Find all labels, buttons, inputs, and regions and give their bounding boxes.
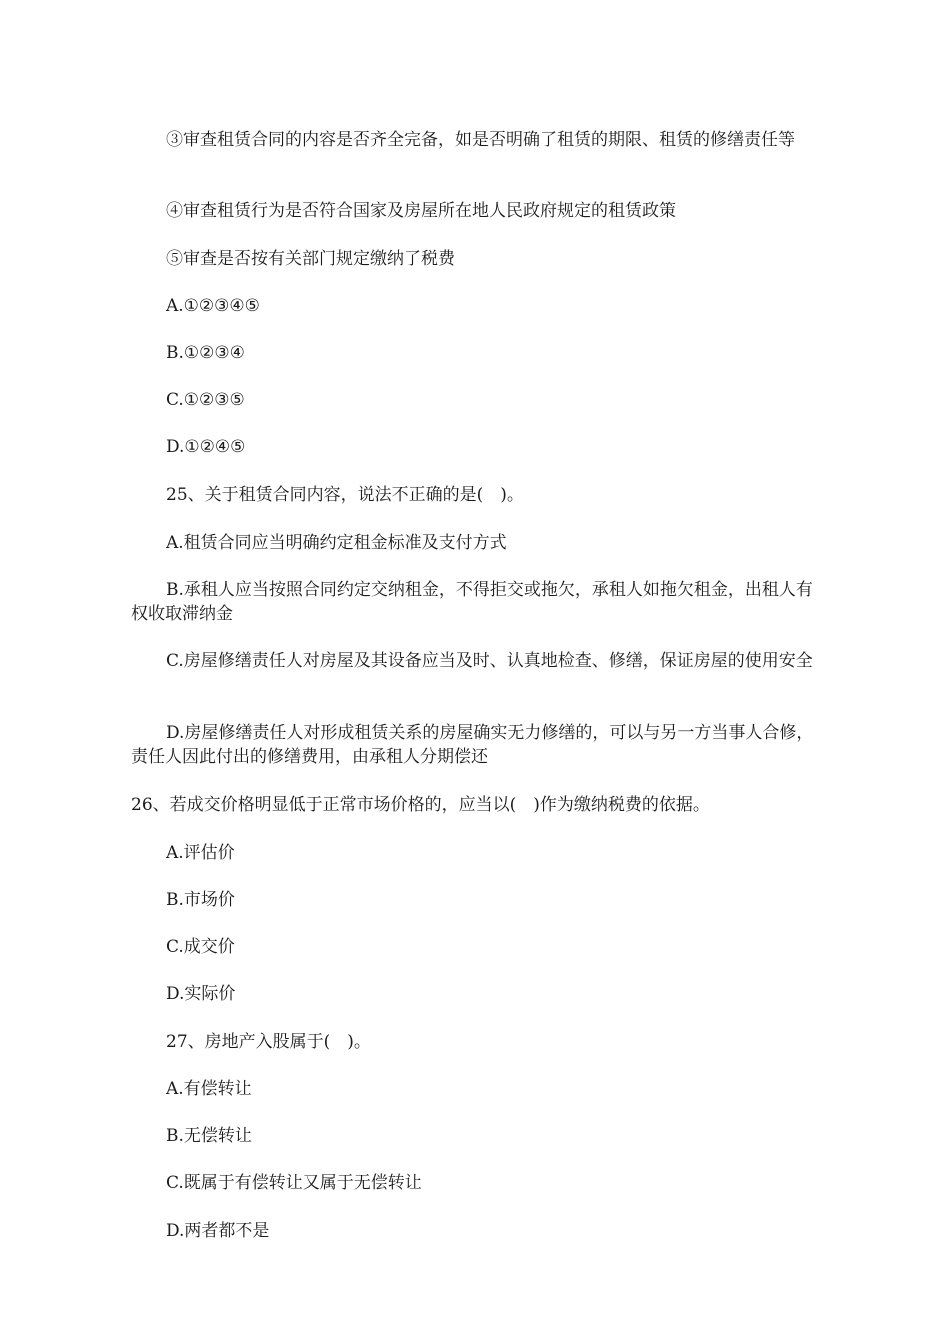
q24-option-a: A.①②③④⑤ bbox=[166, 296, 260, 316]
q26-option-c: C.成交价 bbox=[166, 937, 235, 957]
q25-option-d: D.房屋修缮责任人对形成租赁关系的房屋确实无力修缮的，可以与另一方当事人合修，责任人因此付出的修缮费用，由承租人分期偿还 bbox=[131, 723, 814, 767]
question-27: 27、房地产入股属于( )。 bbox=[166, 1032, 371, 1052]
question-26: 26、若成交价格明显低于正常市场价格的，应当以( )作为缴纳税费的依据。 bbox=[131, 795, 710, 815]
q24-option-b: B.①②③④ bbox=[166, 343, 245, 363]
q27-option-b: B.无偿转让 bbox=[166, 1126, 252, 1146]
q27-option-d: D.两者都不是 bbox=[166, 1221, 270, 1241]
paragraph-review-policy: ④审查租赁行为是否符合国家及房屋所在地人民政府规定的租赁政策 bbox=[166, 201, 676, 221]
q27-option-a: A.有偿转让 bbox=[166, 1079, 252, 1099]
paragraph-review-tax: ⑤审查是否按有关部门规定缴纳了税费 bbox=[166, 249, 455, 269]
q26-option-a: A.评估价 bbox=[166, 843, 235, 863]
q26-option-d: D.实际价 bbox=[166, 984, 236, 1004]
q25-option-c: C.房屋修缮责任人对房屋及其设备应当及时、认真地检查、修缮，保证房屋的使用安全 bbox=[166, 651, 813, 671]
q27-option-c: C.既属于有偿转让又属于无偿转让 bbox=[166, 1173, 422, 1193]
paragraph-review-contract: ③审查租赁合同的内容是否齐全完备，如是否明确了租赁的期限、租赁的修缮责任等 bbox=[166, 130, 795, 150]
question-25: 25、关于租赁合同内容，说法不正确的是( )。 bbox=[166, 485, 524, 505]
q24-option-c: C.①②③⑤ bbox=[166, 390, 245, 410]
q25-option-b: B.承租人应当按照合同约定交纳租金，不得拒交或拖欠，承租人如拖欠租金，出租人有权收取滞纳金 bbox=[131, 580, 813, 624]
q25-option-a: A.租赁合同应当明确约定租金标准及支付方式 bbox=[166, 533, 507, 553]
q24-option-d: D.①②④⑤ bbox=[166, 437, 246, 457]
q26-option-b: B.市场价 bbox=[166, 890, 235, 910]
